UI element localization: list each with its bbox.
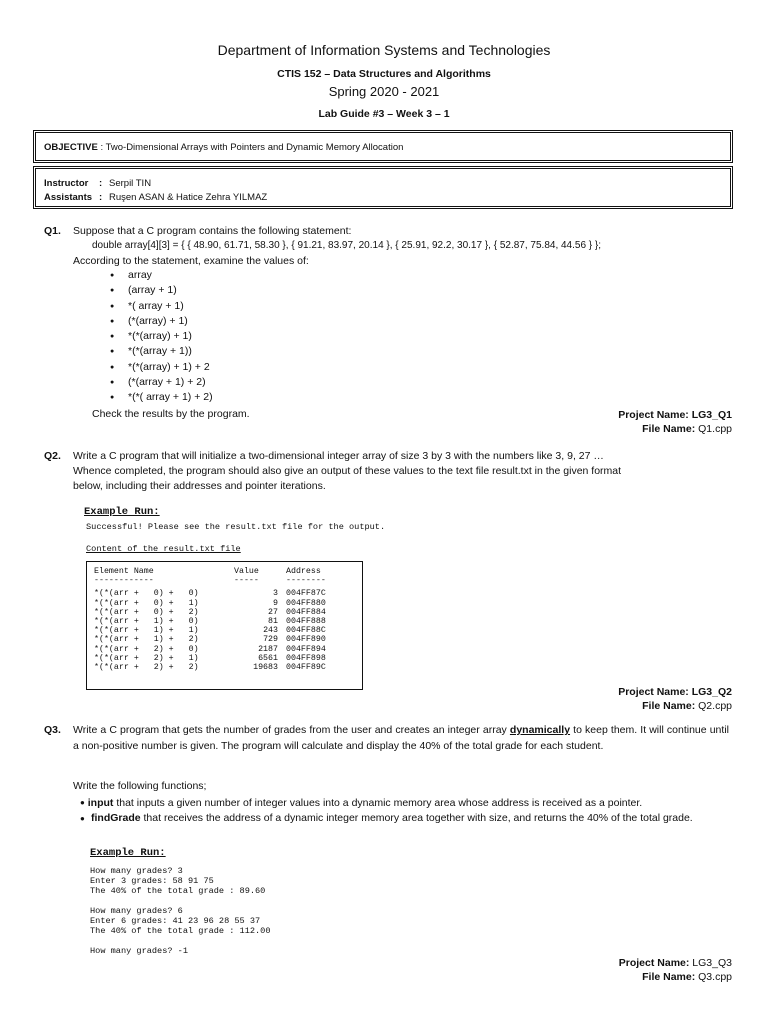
file-name-label: File Name: — [642, 423, 696, 435]
list-item: ● *(*(array + 1)) — [110, 344, 213, 359]
table-row — [94, 654, 346, 663]
element-name-cell: *(*(arr + 2) + 2) — [94, 663, 199, 673]
q1-according: According to the statement, examine the values of: — [73, 255, 309, 267]
list-item: ● (*(array + 1) + 2) — [110, 375, 213, 390]
output-line: Enter 6 grades: 41 23 96 28 55 37 — [90, 915, 261, 926]
element-name-cell: *(*(arr + 0) + 1) — [94, 598, 199, 608]
address-cell: 004FF888 — [286, 617, 326, 627]
element-name-cell: *(*(arr + 2) + 1) — [94, 653, 199, 663]
address-cell: 004FF884 — [286, 607, 326, 617]
function-name: findGrade — [91, 812, 141, 824]
q2-line-1: Write a C program that will initialize a two-dimensional integer array of size 3 by 3 with the numbers like 3, 9, 27 … — [73, 450, 604, 462]
result-table-box — [86, 561, 363, 690]
result-table — [94, 567, 346, 672]
address-cell: 004FF890 — [286, 635, 326, 645]
objective-label: OBJECTIVE — [44, 142, 98, 153]
value-cell: 81 — [268, 617, 278, 627]
value-cell: 6561 — [258, 653, 278, 663]
table-row — [94, 608, 346, 617]
dash-cell: -------- — [286, 576, 326, 586]
assistants-names: Ruşen ASAN & Hatice Zehra YILMAZ — [109, 192, 268, 203]
list-item: ● *(*(array) + 1) + 2 — [110, 360, 213, 375]
element-name-cell: *(*(arr + 1) + 1) — [94, 626, 199, 636]
value-cell: 27 — [268, 607, 278, 617]
assistants-separator: : — [99, 192, 103, 203]
objective-box — [33, 130, 733, 163]
project-name: LG3_Q2 — [691, 686, 732, 698]
output-line: How many grades? -1 — [90, 946, 188, 956]
function-name: input — [87, 797, 114, 809]
project-name-label: Project Name: — [618, 409, 689, 421]
function-desc: that receives the address of a dynamic integer memory area together with size, and returns the 40% of the total grade. — [140, 812, 693, 824]
output-line: How many grades? 6 — [90, 906, 183, 916]
q3-run-3 — [90, 947, 188, 957]
instructor-name: Serpil TIN — [109, 178, 152, 189]
address-cell: 004FF894 — [286, 644, 326, 654]
list-item: ● *( array + 1) — [110, 299, 213, 314]
department-title: Department of Information Systems and Technologies — [217, 42, 551, 58]
q1-project-info — [618, 408, 732, 436]
element-name-cell: *(*(arr + 1) + 2) — [94, 635, 199, 645]
column-header: Value — [234, 567, 259, 576]
output-line: The 40% of the total grade : 89.60 — [90, 885, 266, 896]
table-header-row — [94, 567, 346, 576]
address-cell: 004FF89C — [286, 663, 326, 673]
q2-content-title: Content of the result.txt file — [86, 544, 241, 554]
value-cell: 243 — [263, 626, 278, 636]
q3-example-title: Example Run: — [90, 847, 166, 859]
project-name-label: Project Name: — [618, 957, 690, 969]
q2-example-output: Successful! Please see the result.txt file for the output. — [86, 522, 386, 532]
table-row — [94, 589, 346, 598]
q1-check: Check the results by the program. — [92, 408, 250, 420]
q3-project-info — [619, 956, 732, 984]
value-cell: 19683 — [253, 663, 278, 673]
address-cell: 004FF88C — [286, 626, 326, 636]
table-row — [94, 635, 346, 644]
address-cell: 004FF880 — [286, 598, 326, 608]
output-line: The 40% of the total grade : 112.00 — [90, 925, 271, 936]
table-row — [94, 645, 346, 654]
bullet-icon: ● — [80, 798, 85, 807]
q3-text-start: Write a C program that gets the number of grades from the user and creates an integer array — [73, 724, 510, 736]
q2-line-3: below, including their addresses and pointer iterations. — [73, 480, 326, 492]
column-header: Address — [286, 567, 321, 576]
function-desc: that inputs a given number of integer values into a dynamic memory area whose address is received as a pointer. — [113, 797, 643, 809]
q3-run-2 — [90, 907, 271, 937]
file-name-label: File Name: — [642, 971, 696, 983]
file-name-label: File Name: — [642, 700, 696, 712]
address-cell: 004FF87C — [286, 589, 326, 599]
dash-cell: ------------ — [94, 576, 154, 586]
list-item: ● *(*( array + 1) + 2) — [110, 390, 213, 405]
q3-function-2 — [80, 811, 720, 826]
dash-cell: ----- — [234, 576, 259, 586]
q3-number: Q3. — [44, 724, 61, 736]
q2-line-2: Whence completed, the program should also give an output of these values to the text file result.txt in the given format — [73, 465, 622, 477]
value-cell: 3 — [273, 589, 278, 599]
list-item: ● (*(array) + 1) — [110, 314, 213, 329]
project-name: LG3_Q3 — [692, 957, 732, 969]
q3-function-1 — [80, 796, 730, 811]
q2-project-info — [618, 685, 732, 713]
table-row — [94, 617, 346, 626]
element-name-cell: *(*(arr + 1) + 0) — [94, 617, 199, 627]
q3-text-end: to keep them. It will continue until a non-positive number is given. The program will calculate and display the 40% of the total grade for each student. — [73, 724, 729, 752]
list-item: ● *(*(array) + 1) — [110, 329, 213, 344]
list-item: ● (array + 1) — [110, 283, 213, 298]
lab-guide-title: Lab Guide #3 – Week 3 – 1 — [318, 108, 450, 120]
q3-paragraph — [73, 723, 729, 754]
objective-separator: : — [97, 142, 106, 153]
q1-statement: double array[4][3] = { { 48.90, 61.71, 58.30 }, { 91.21, 83.97, 20.14 }, { 25.91, 92.2, 30.17 }, { 52.87, 75.84, 44.56 } }; — [92, 240, 602, 251]
address-cell: 004FF898 — [286, 653, 326, 663]
q3-run-1 — [90, 867, 265, 897]
objective-text: Two-Dimensional Arrays with Pointers and Dynamic Memory Allocation — [105, 142, 404, 153]
q3-functions-intro: Write the following functions; — [73, 780, 207, 792]
table-row — [94, 663, 346, 672]
q1-expression-list — [110, 268, 213, 406]
q1-number: Q1. — [44, 225, 61, 237]
q1-intro: Suppose that a C program contains the following statement: — [73, 225, 352, 237]
term: Spring 2020 - 2021 — [328, 84, 440, 99]
list-item: ● array — [110, 268, 213, 283]
instructor-separator: : — [99, 178, 103, 189]
output-line: How many grades? 3 — [90, 866, 183, 876]
q2-number: Q2. — [44, 450, 61, 462]
instructor-label: Instructor — [44, 178, 89, 189]
element-name-cell: *(*(arr + 0) + 0) — [94, 589, 199, 599]
file-name: Q2.cpp — [698, 700, 732, 712]
value-cell: 729 — [263, 635, 278, 645]
q2-example-title: Example Run: — [84, 506, 160, 518]
file-name: Q3.cpp — [698, 971, 732, 983]
value-cell: 2187 — [258, 644, 278, 654]
assistants-label: Assistants — [44, 192, 93, 203]
column-header: Element Name — [94, 567, 154, 576]
value-cell: 9 — [273, 598, 278, 608]
output-line: Enter 3 grades: 58 91 75 — [90, 875, 214, 886]
bullet-icon: ● — [80, 814, 85, 823]
objective-line — [44, 142, 403, 153]
q3-emphasis: dynamically — [509, 724, 571, 736]
element-name-cell: *(*(arr + 2) + 0) — [94, 644, 199, 654]
staff-box — [33, 166, 733, 209]
element-name-cell: *(*(arr + 0) + 2) — [94, 607, 199, 617]
table-row — [94, 599, 346, 608]
file-name: Q1.cpp — [698, 423, 732, 435]
project-name-label: Project Name: — [618, 686, 689, 698]
project-name: LG3_Q1 — [691, 409, 732, 421]
table-dash-row — [94, 576, 346, 585]
course-title: CTIS 152 – Data Structures and Algorithms — [277, 68, 491, 80]
